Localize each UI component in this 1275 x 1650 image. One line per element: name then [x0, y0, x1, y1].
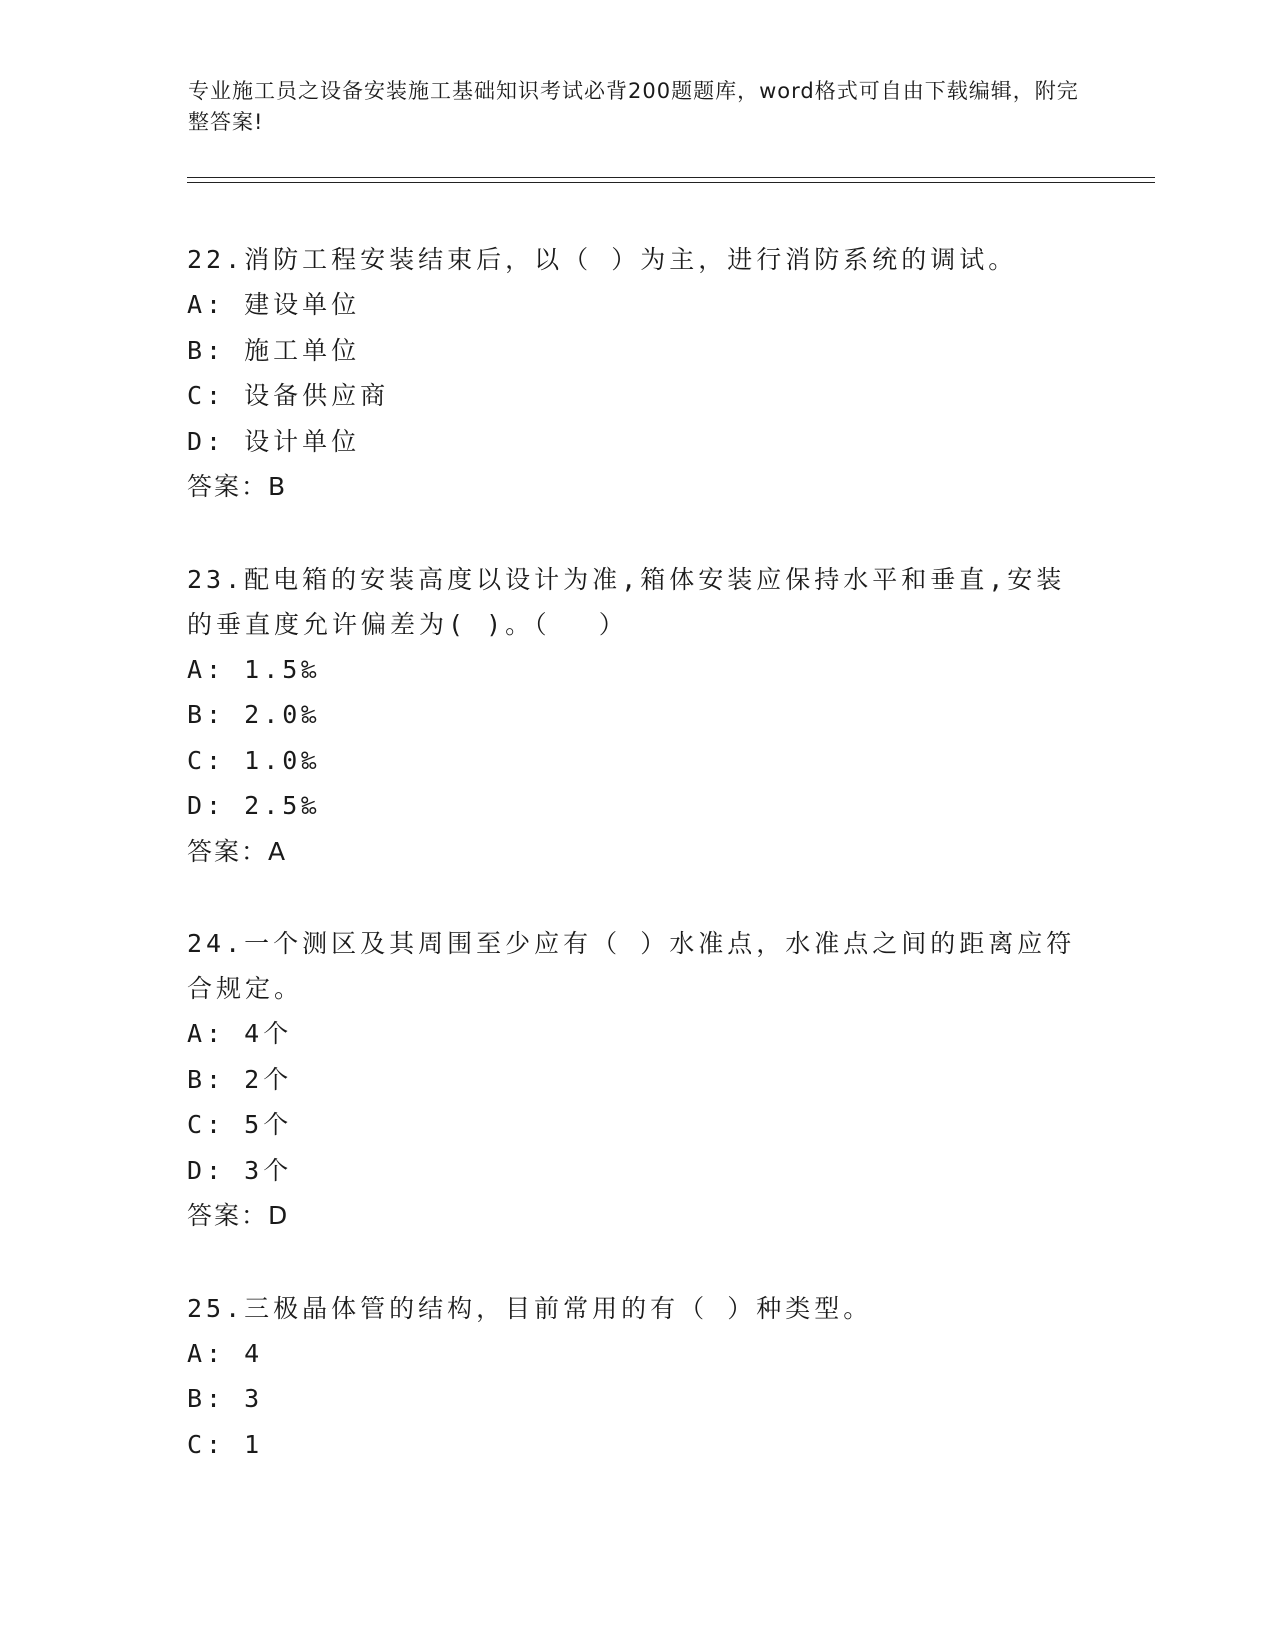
option-d: D: 3个: [187, 1155, 293, 1185]
question-22: [187, 237, 1087, 510]
option-b: B: 2.0‰: [187, 700, 321, 729]
question-list: [187, 237, 1087, 1514]
header-divider-top: [187, 177, 1155, 178]
option-c: C: 1: [187, 1429, 264, 1459]
question-23: [187, 557, 1087, 875]
option-d: D: 设计单位: [187, 426, 361, 456]
option-b: B: 2个: [187, 1064, 293, 1094]
option-b: B: 3: [187, 1384, 264, 1413]
option-c: C: 设备供应商: [187, 381, 390, 410]
answer-line: 答案：D: [187, 1201, 290, 1230]
option-a: A: 1.5‰: [187, 654, 321, 684]
question-stem: 23.配电箱的安装高度以设计为准,箱体安装应保持水平和垂直,安装的垂直度允许偏差为( )。（ ）: [187, 564, 1066, 639]
question-stem: 25.三极晶体管的结构，目前常用的有（ ）种类型。: [187, 1293, 873, 1323]
option-c: C: 5个: [187, 1110, 293, 1139]
answer-line: 答案：A: [187, 836, 288, 866]
document-header: 专业施工员之设备安装施工基础知识考试必背200题题库，word格式可自由下载编辑，附完整答案!: [188, 79, 1079, 134]
question-24: [187, 921, 1087, 1239]
header-divider-bottom: [187, 182, 1155, 183]
question-stem: 22.消防工程安装结束后，以（ ）为主，进行消防系统的调试。: [187, 245, 1018, 274]
option-a: A: 4个: [187, 1019, 293, 1048]
option-b: B: 施工单位: [187, 335, 361, 365]
option-c: C: 1.0‰: [187, 745, 321, 775]
question-25: [187, 1286, 1087, 1468]
answer-line: 答案：B: [187, 472, 288, 501]
option-a: A: 4: [187, 1338, 264, 1368]
question-stem: 24.一个测区及其周围至少应有（ ）水准点，水准点之间的距离应符合规定。: [187, 929, 1076, 1003]
option-d: D: 2.5‰: [187, 791, 321, 820]
option-a: A: 建设单位: [187, 290, 361, 319]
